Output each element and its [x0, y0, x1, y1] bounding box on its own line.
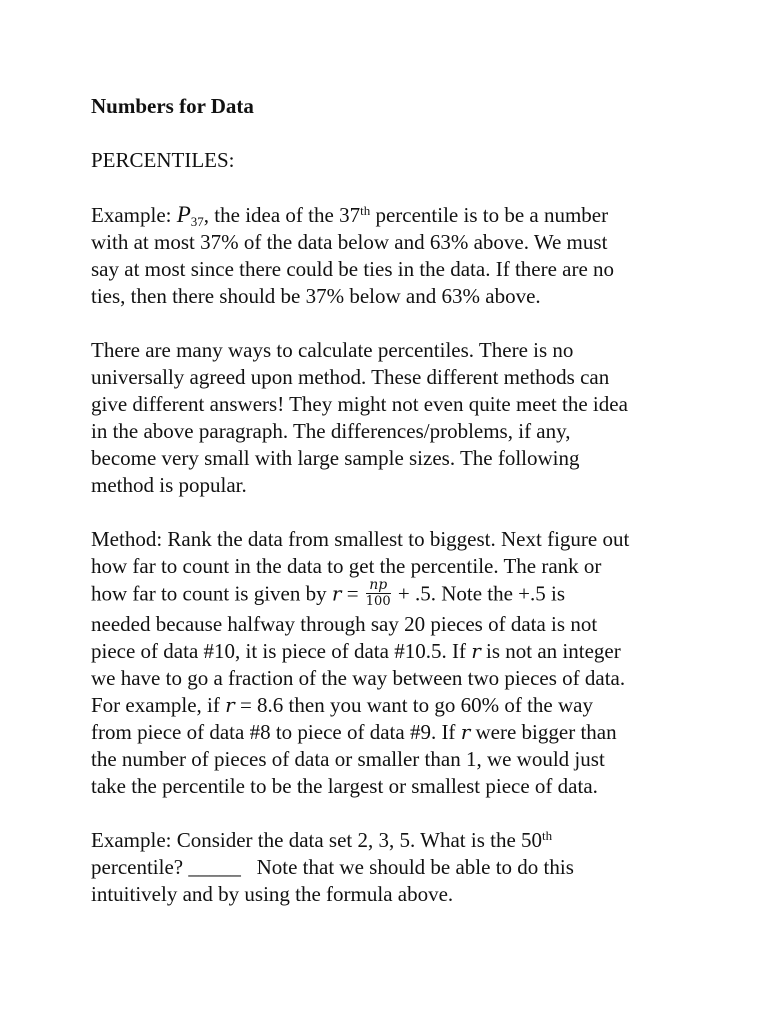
- math-variable: r: [225, 693, 235, 717]
- paragraph-method-description: [91, 526, 691, 800]
- paragraph-example-p37: [91, 201, 691, 310]
- text-run: , the idea of the 37: [203, 203, 361, 227]
- math-variable: P: [176, 202, 191, 227]
- text-line: [91, 854, 691, 881]
- text-line: universally agreed upon method. These different methods can: [91, 365, 610, 389]
- text-line: in the above paragraph. The differences/problems, if any,: [91, 419, 571, 443]
- text-line: the number of pieces of data or smaller than 1, we would just: [91, 747, 605, 771]
- math-variable: r: [471, 639, 481, 663]
- fraction-denominator: 100: [365, 594, 391, 609]
- text-line: Method: Rank the data from smallest to biggest. Next figure out: [91, 527, 630, 551]
- text-run: + .5. Note the +.5 is: [392, 581, 566, 606]
- superscript: th: [542, 828, 553, 843]
- text-line: how far to count in the data to get the percentile. The rank or: [91, 554, 602, 578]
- text-line: There are many ways to calculate percentiles. There is no: [91, 338, 574, 362]
- document-page: [91, 93, 691, 935]
- text-run: Example: Consider the data set 2, 3, 5. What is the 50: [91, 828, 543, 852]
- text-line: give different answers! They might not even quite meet the idea: [91, 392, 628, 416]
- text-line: intuitively and by using the formula above.: [91, 882, 454, 906]
- paragraph-example-50th: [91, 827, 691, 908]
- text-line: become very small with large sample sizes. The following: [91, 446, 580, 470]
- rank-fraction: [366, 578, 391, 609]
- text-line: [91, 719, 691, 746]
- superscript: th: [360, 203, 371, 218]
- document-title: Numbers for Data: [91, 94, 254, 118]
- paragraph-methods: [91, 337, 691, 499]
- math-variable: r: [331, 581, 342, 606]
- text-line: say at most since there could be ties in the data. If there are no: [91, 257, 615, 281]
- text-run: from piece of data #8 to piece of data #9. If: [91, 720, 461, 744]
- text-line: [91, 638, 691, 665]
- text-line: with at most 37% of the data below and 63% above. We must: [91, 230, 608, 254]
- text-run: =: [341, 581, 364, 606]
- answer-blank: _____: [188, 855, 241, 879]
- text-line: we have to go a fraction of the way between two pieces of data.: [91, 666, 626, 690]
- text-line: [91, 577, 691, 611]
- text-run: = 8.6 then you want to go 60% of the way: [234, 693, 593, 717]
- text-line: [91, 201, 691, 229]
- text-line: needed because halfway through say 20 pieces of data is not: [91, 612, 598, 636]
- text-line: take the percentile to be the largest or smallest piece of data.: [91, 774, 598, 798]
- section-heading: PERCENTILES:: [91, 148, 235, 172]
- text-run: percentile is to be a number: [370, 203, 609, 227]
- text-run: Example:: [91, 203, 177, 227]
- fraction-numerator: np: [366, 578, 391, 594]
- text-run: Note that we should be able to do this: [240, 855, 574, 879]
- text-run: For example, if: [91, 693, 226, 717]
- text-run: piece of data #10, it is piece of data #10.5. If: [91, 639, 472, 663]
- text-line: [91, 827, 691, 854]
- math-subscript: 37: [190, 214, 204, 229]
- text-line: [91, 692, 691, 719]
- text-run: is not an integer: [480, 639, 621, 663]
- text-run: were bigger than: [470, 720, 617, 744]
- text-run: how far to count is given by: [91, 581, 332, 606]
- text-line: ties, then there should be 37% below and 63% above.: [91, 284, 541, 308]
- text-run: percentile?: [91, 855, 189, 879]
- math-variable: r: [460, 720, 471, 744]
- text-line: method is popular.: [91, 473, 247, 497]
